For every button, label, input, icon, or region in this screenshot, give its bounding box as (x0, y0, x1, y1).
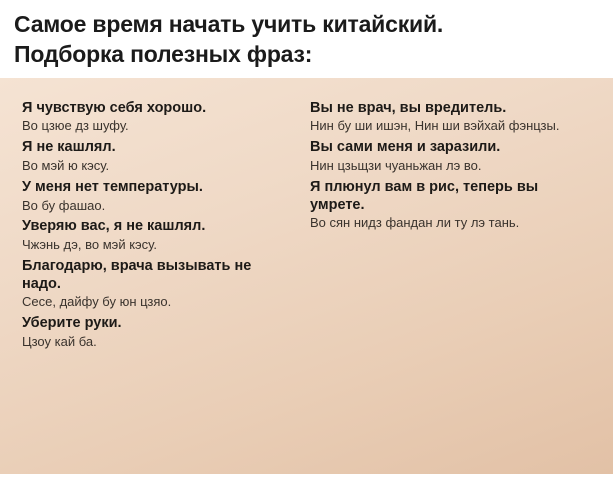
phrase-transliteration: Во цзюе дз шуфу. (22, 118, 129, 134)
phrase-entry (310, 179, 578, 231)
phrase-russian: Уберите руки. (22, 315, 122, 332)
phrase-transliteration: Сесе, дайфу бу юн цзяо. (22, 294, 172, 310)
phrase-entry (310, 100, 578, 135)
phrase-russian: У меня нет температуры. (22, 178, 203, 195)
header-title-line-2: Подборка полезных фраз: (14, 40, 313, 67)
phrase-entry (22, 179, 284, 214)
phrase-board (0, 78, 613, 474)
phrase-column-left (22, 100, 284, 464)
phrase-russian: Вы сами меня и заразили. (310, 139, 501, 156)
phrase-transliteration: Во мэй ю кэсу. (22, 158, 110, 174)
phrase-transliteration: Во бу фашао. (22, 197, 106, 213)
phrase-russian: Я плюнул вам в рис, теперь вы умрете. (310, 178, 539, 213)
phrase-russian: Вы не врач, вы вредитель. (310, 99, 507, 116)
phrase-entry (22, 139, 284, 174)
phrase-column-right (310, 100, 578, 464)
phrase-russian: Уверяю вас, я не кашлял. (22, 218, 206, 235)
phrase-entry (22, 100, 284, 135)
phrase-russian: Я чувствую себя хорошо. (22, 99, 207, 116)
phrase-transliteration: Нин бу ши ишэн, Нин ши вэйхай фэнцзы. (310, 118, 560, 134)
phrase-entry (22, 258, 284, 310)
poster-header (0, 0, 613, 78)
phrase-entry (310, 139, 578, 174)
phrase-russian: Я не кашлял. (22, 139, 116, 156)
phrase-transliteration: Цзоу кай ба. (22, 333, 97, 349)
phrase-transliteration: Нин цзьщзи чуаньжан лэ во. (310, 158, 482, 174)
phrase-transliteration: Во сян нидз фандан ли ту лэ тань. (310, 215, 520, 231)
phrase-entry (22, 315, 284, 350)
phrase-entry (22, 218, 284, 253)
header-title-line-1: Самое время начать учить китайский. (14, 11, 444, 37)
phrase-russian: Благодарю, врача вызывать не надо. (22, 257, 252, 292)
phrase-transliteration: Чжэнь дэ, во мэй кэсу. (22, 237, 157, 253)
